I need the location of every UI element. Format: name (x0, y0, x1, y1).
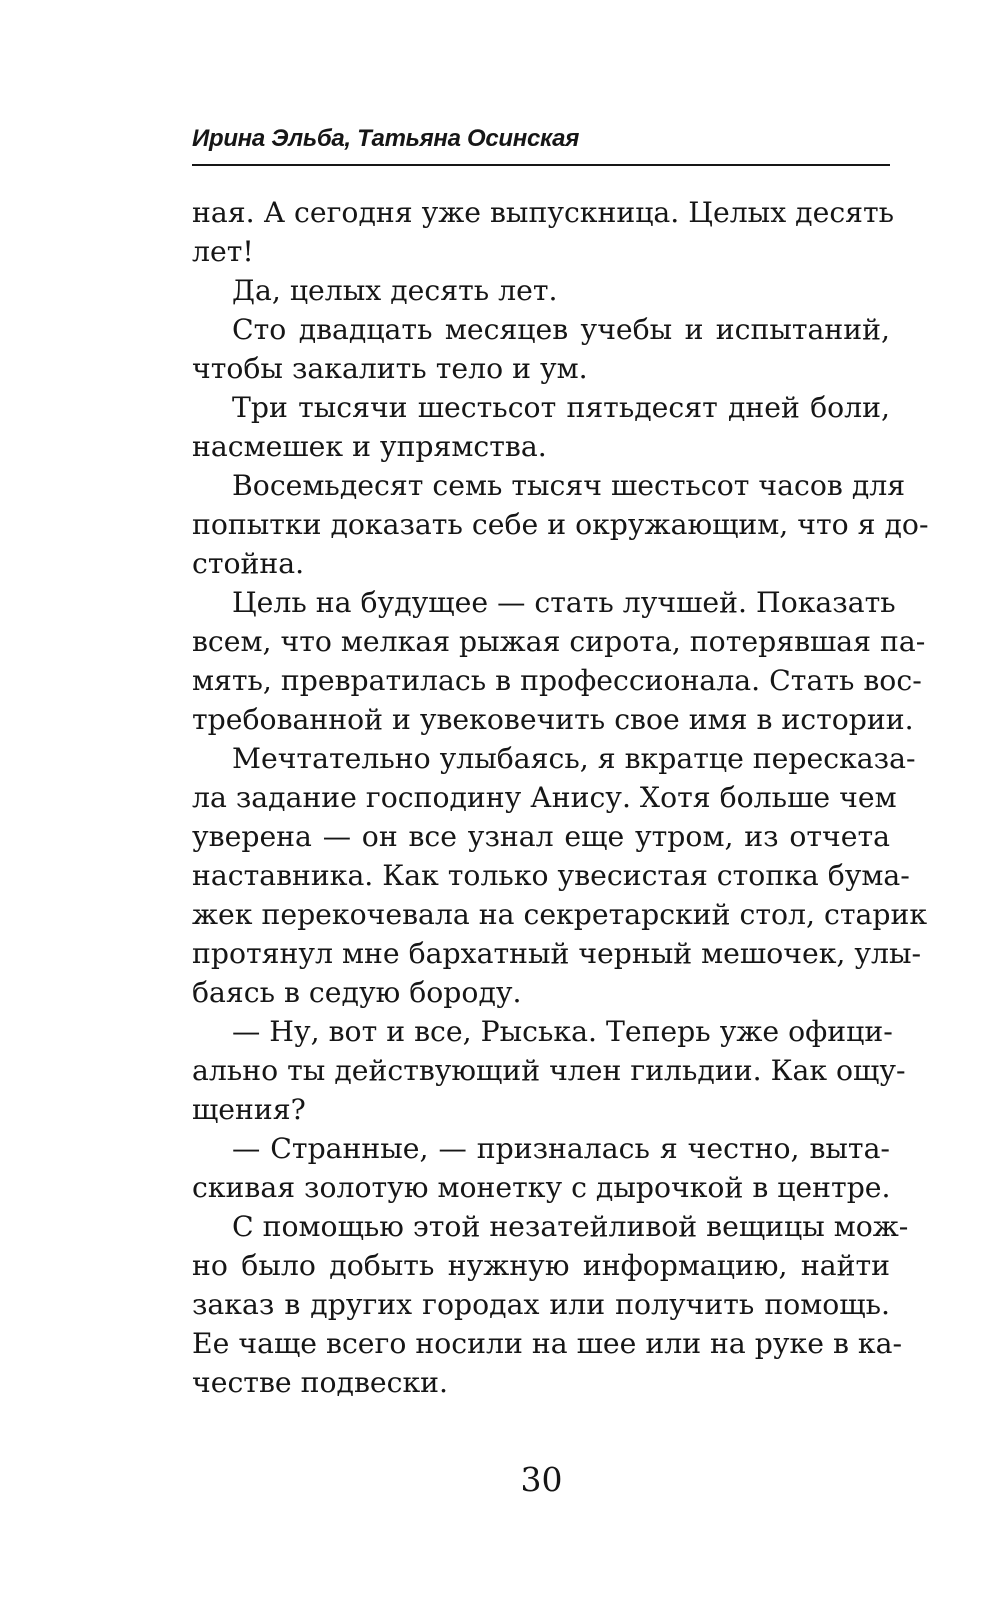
text-line: Три тысячи шестьсот пятьдесят дней боли, (232, 391, 890, 424)
body-text (192, 193, 929, 1402)
text-line: ная. А сегодня уже выпускница. Целых десять (192, 196, 895, 229)
text-line: ально ты действующий член гильдии. Как ощу- (192, 1054, 906, 1087)
text-line: Цель на будущее — стать лучшей. Показать (232, 586, 896, 619)
page-number: 30 (520, 1460, 563, 1499)
text-line: баясь в седую бороду. (192, 976, 522, 1009)
text-line: Восемьдесят семь тысяч шестьсот часов для (232, 469, 906, 502)
text-line: — Ну, вот и все, Рыська. Теперь уже офици- (232, 1015, 893, 1048)
text-line: заказ в других городах или получить помощь. (192, 1288, 890, 1321)
text-line: протянул мне бархатный черный мешочек, улы- (192, 937, 922, 970)
text-line: Сто двадцать месяцев учебы и испытаний, (232, 313, 890, 346)
text-line: честве подвески. (192, 1366, 449, 1399)
text-line: попытки доказать себе и окружающим, что я до- (192, 508, 929, 541)
text-line: Да, целых десять лет. (232, 274, 558, 307)
text-line: мять, превратилась в профессионала. Стать вос- (192, 664, 922, 697)
text-line: Ее чаще всего носили на шее или на руке в ка- (192, 1327, 903, 1360)
text-line: стойна. (192, 547, 305, 580)
running-header (192, 124, 890, 166)
text-line: но было добыть нужную информацию, найти (192, 1249, 890, 1282)
text-line: насмешек и упрямства. (192, 430, 547, 463)
text-line: ла задание господину Анису. Хотя больше чем (192, 781, 897, 814)
text-line: щения? (192, 1093, 306, 1126)
text-line: С помощью этой незатейливой вещицы мож- (232, 1210, 909, 1243)
text-line: уверена — он все узнал еще утром, из отчета (192, 820, 890, 853)
running-header-title: Ирина Эльба, Татьяна Осинская (192, 125, 580, 152)
text-line: требованной и увековечить свое имя в истории. (192, 703, 914, 736)
text-line: жек перекочевала на секретарский стол, старик (192, 898, 928, 931)
text-line: — Странные, — призналась я честно, выта- (232, 1132, 890, 1165)
text-line: скивая золотую монетку с дырочкой в центре. (192, 1171, 891, 1204)
text-line: наставника. Как только увесистая стопка бума- (192, 859, 910, 892)
text-line: Мечтательно улыбаясь, я вкратце пересказа- (232, 742, 916, 775)
text-line: лет! (192, 235, 254, 268)
text-line: чтобы закалить тело и ум. (192, 352, 588, 385)
text-line: всем, что мелкая рыжая сирота, потерявшая па- (192, 625, 926, 658)
